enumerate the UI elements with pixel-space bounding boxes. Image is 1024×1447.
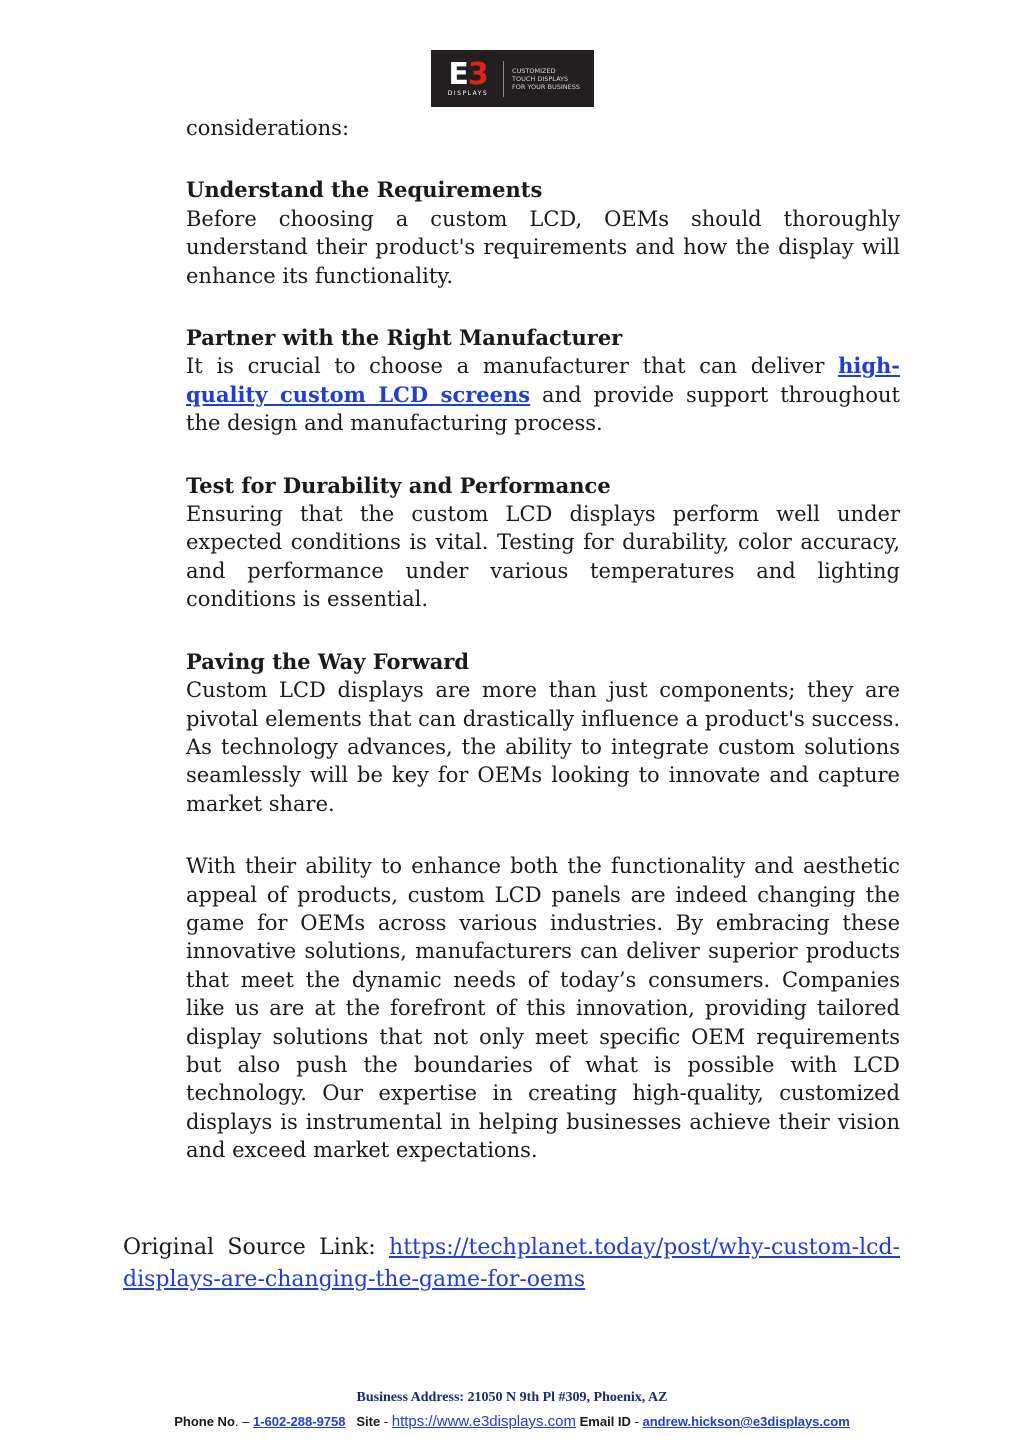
logo-mark [437, 57, 499, 97]
business-address: Business Address: 21050 N 9th Pl #309, Phoenix, AZ [356, 1390, 668, 1405]
source-link[interactable]: https://techplanet.today/post/why-custom-lcd-displays-are-changing-the-game-for-oems [123, 1235, 900, 1292]
email-separator: - [630, 1414, 643, 1429]
email-label: Email ID [579, 1414, 631, 1429]
closing-paragraph: With their ability to enhance both the functionality and aesthetic appeal of products, custom LCD panels are indeed changing the game for OEMs across various industries. By embracing these innovative solutions, manufacturers can deliver superior products that meet the dynamic needs of today’s consumers. Companies like us are at the forefront of this innovation, providing tailored display solutions that not only meet specific OEM requirements but also push the boundaries of what is possible with LCD technology. Our expertise in creating high-quality, customized displays is instrumental in helping businesses achieve their vision and exceed market expectations. [186, 854, 900, 1163]
logo-e3-letters [448, 57, 488, 92]
section-heading: Paving the Way Forward [186, 648, 470, 674]
custom-lcd-screens-link[interactable]: high-quality custom LCD screens [186, 353, 900, 407]
site-separator: - [380, 1414, 392, 1429]
article-body [186, 114, 900, 1165]
section-text-after-link: and provide support throughout the design and manufacturing process. [186, 382, 900, 436]
section-heading: Understand the Requirements [186, 177, 543, 203]
site-link[interactable]: https://www.e3displays.com [391, 1413, 576, 1430]
section-text-before-link: It is crucial to choose a manufacturer that can deliver [186, 354, 839, 379]
logo-tagline: CUSTOMIZED TOUCH DISPLAYS FOR YOUR BUSINESS [512, 66, 580, 91]
logo-divider [503, 61, 504, 97]
section-understand-requirements [186, 176, 900, 290]
section-heading: Partner with the Right Manufacturer [186, 325, 623, 351]
lead-text: considerations: [186, 116, 350, 140]
phone-link[interactable]: 1-602-288-9758 [252, 1414, 346, 1429]
page-footer [0, 1388, 1024, 1432]
email-link[interactable]: andrew.hickson@e3displays.com [642, 1414, 850, 1429]
section-text: Ensuring that the custom LCD displays perform well under expected conditions is vital. Testing for durability, color accuracy, and performance under various temperatures and lighting conditions is essential. [186, 502, 900, 612]
site-label: Site [356, 1414, 381, 1429]
source-label: Original Source Link: [123, 1235, 390, 1260]
section-test-durability [186, 472, 900, 614]
logo-letter-three: 3 [467, 57, 488, 92]
section-text [186, 352, 900, 437]
section-paving-way-forward [186, 648, 900, 818]
original-source [123, 1232, 900, 1296]
section-text: Before choosing a custom LCD, OEMs should thoroughly understand their product's requirements and how the display will enhance its functionality. [186, 206, 900, 288]
section-text: Custom LCD displays are more than just components; they are pivotal elements that can drastically influence a product's success. As technology advances, the ability to integrate custom solutions seamlessly will be key for OEMs looking to innovate and capture market share. [186, 678, 900, 816]
phone-label: Phone No [174, 1414, 235, 1429]
logo-letter-e: E [448, 57, 468, 92]
contact-line [0, 1412, 1024, 1432]
section-partner-manufacturer [186, 324, 900, 438]
phone-separator: . – [234, 1414, 253, 1429]
section-heading: Test for Durability and Performance [186, 472, 611, 498]
logo-subtitle: DISPLAYS [447, 90, 489, 97]
company-logo [431, 50, 594, 107]
